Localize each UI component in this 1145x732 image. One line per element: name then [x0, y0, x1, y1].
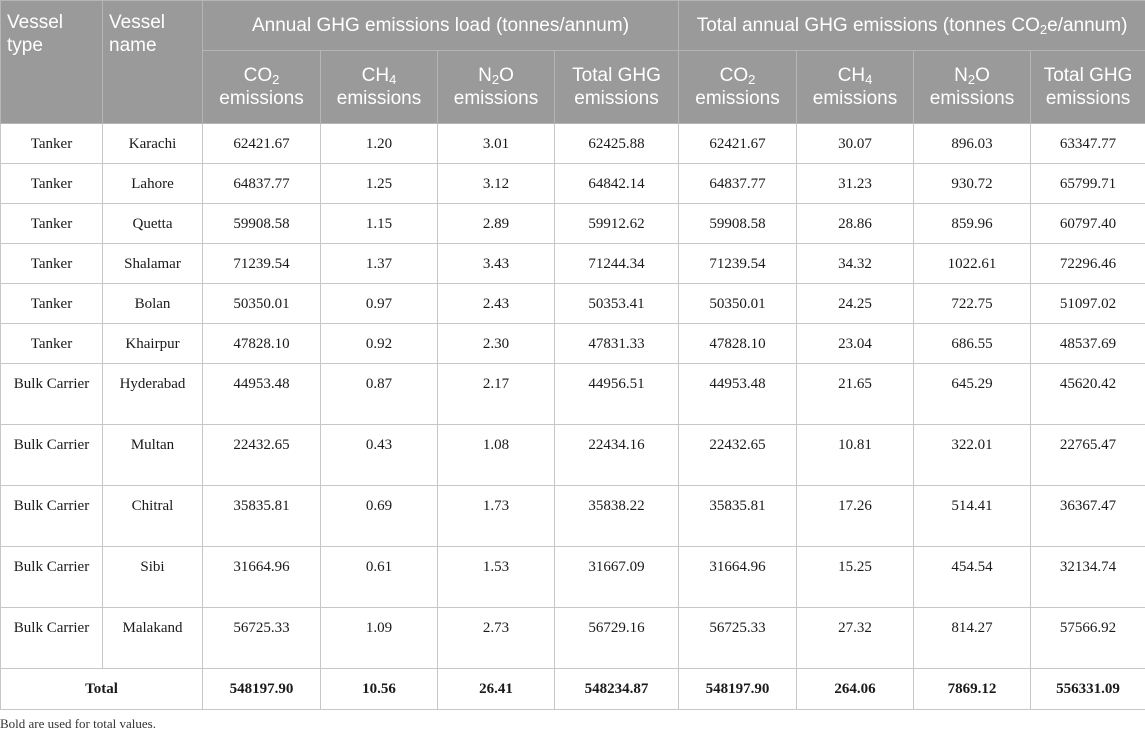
table-row — [1, 284, 1145, 324]
value-cell: 35838.22 — [555, 486, 679, 547]
value-cell: 322.01 — [914, 425, 1031, 486]
vessel-type-cell: Tanker — [1, 244, 103, 284]
value-cell: 50350.01 — [203, 284, 321, 324]
total-ch4-header: $CH_4$ emissions — [797, 51, 914, 124]
value-cell: 48537.69 — [1031, 324, 1145, 364]
value-cell: 59912.62 — [555, 204, 679, 244]
value-cell: 2.89 — [438, 204, 555, 244]
value-cell: 859.96 — [914, 204, 1031, 244]
value-cell: 896.03 — [914, 124, 1031, 164]
vessel-name-cell: Bolan — [103, 284, 203, 324]
value-cell: 44956.51 — [555, 364, 679, 425]
value-cell: 23.04 — [797, 324, 914, 364]
total-co2-header: $CO_2$ emissions — [679, 51, 797, 124]
value-cell: 3.43 — [438, 244, 555, 284]
table-footnote: Bold are used for total values. — [0, 716, 1145, 732]
value-cell: 722.75 — [914, 284, 1031, 324]
value-cell: 454.54 — [914, 547, 1031, 608]
value-cell: 50350.01 — [679, 284, 797, 324]
value-cell: 63347.77 — [1031, 124, 1145, 164]
value-cell: 514.41 — [914, 486, 1031, 547]
value-cell: 0.87 — [321, 364, 438, 425]
value-cell: 2.17 — [438, 364, 555, 425]
value-cell: 60797.40 — [1031, 204, 1145, 244]
value-cell: 72296.46 — [1031, 244, 1145, 284]
table-row — [1, 124, 1145, 164]
value-cell: 21.65 — [797, 364, 914, 425]
value-cell: 64837.77 — [679, 164, 797, 204]
load-co2-header: $CO_2$ emissions — [203, 51, 321, 124]
vessel-type-cell: Bulk Carrier — [1, 425, 103, 486]
vessel-type-cell: Tanker — [1, 124, 103, 164]
value-cell: 1.15 — [321, 204, 438, 244]
total-n2o-header: $N_2O$ emissions — [914, 51, 1031, 124]
vessel-name-cell: Karachi — [103, 124, 203, 164]
load-n2o-header: $N_2O$ emissions — [438, 51, 555, 124]
total-value-cell: 10.56 — [321, 669, 438, 710]
value-cell: 71239.54 — [203, 244, 321, 284]
value-cell: 64837.77 — [203, 164, 321, 204]
total-value-cell: 548197.90 — [679, 669, 797, 710]
value-cell: 31667.09 — [555, 547, 679, 608]
value-cell: 1.53 — [438, 547, 555, 608]
value-cell: 2.43 — [438, 284, 555, 324]
value-cell: 2.30 — [438, 324, 555, 364]
table-row — [1, 204, 1145, 244]
vessel-type-cell: Tanker — [1, 284, 103, 324]
value-cell: 1.73 — [438, 486, 555, 547]
vessel-type-cell: Tanker — [1, 324, 103, 364]
value-cell: 28.86 — [797, 204, 914, 244]
total-annual-header: Total annual GHG emissions (tonnes $CO_2e/annum$) — [679, 1, 1145, 51]
value-cell: 64842.14 — [555, 164, 679, 204]
value-cell: 22765.47 — [1031, 425, 1145, 486]
value-cell: 645.29 — [914, 364, 1031, 425]
value-cell: 0.43 — [321, 425, 438, 486]
value-cell: 27.32 — [797, 608, 914, 669]
vessel-name-cell: Quetta — [103, 204, 203, 244]
load-total-ghg-header: Total GHG emissions — [555, 51, 679, 124]
value-cell: 10.81 — [797, 425, 914, 486]
vessel-name-cell: Chitral — [103, 486, 203, 547]
value-cell: 15.25 — [797, 547, 914, 608]
value-cell: 24.25 — [797, 284, 914, 324]
value-cell: 0.61 — [321, 547, 438, 608]
table-row — [1, 425, 1145, 486]
value-cell: 44953.48 — [203, 364, 321, 425]
table-header — [1, 1, 1145, 124]
table-row — [1, 324, 1145, 364]
value-cell: 22432.65 — [203, 425, 321, 486]
value-cell: 3.12 — [438, 164, 555, 204]
value-cell: 31.23 — [797, 164, 914, 204]
vessel-type-cell: Bulk Carrier — [1, 486, 103, 547]
value-cell: 22434.16 — [555, 425, 679, 486]
value-cell: 36367.47 — [1031, 486, 1145, 547]
vessel-type-cell: Tanker — [1, 204, 103, 244]
value-cell: 1022.61 — [914, 244, 1031, 284]
value-cell: 1.25 — [321, 164, 438, 204]
vessel-type-header: Vessel type — [1, 1, 103, 124]
value-cell: 47828.10 — [203, 324, 321, 364]
value-cell: 56725.33 — [203, 608, 321, 669]
value-cell: 0.92 — [321, 324, 438, 364]
total-value-cell: 7869.12 — [914, 669, 1031, 710]
total-total-ghg-header: Total GHG emissions — [1031, 51, 1145, 124]
table-row — [1, 547, 1145, 608]
value-cell: 62425.88 — [555, 124, 679, 164]
value-cell: 17.26 — [797, 486, 914, 547]
total-value-cell: 548197.90 — [203, 669, 321, 710]
value-cell: 32134.74 — [1031, 547, 1145, 608]
value-cell: 31664.96 — [679, 547, 797, 608]
total-value-cell: 264.06 — [797, 669, 914, 710]
value-cell: 51097.02 — [1031, 284, 1145, 324]
value-cell: 34.32 — [797, 244, 914, 284]
total-value-cell: 556331.09 — [1031, 669, 1145, 710]
table-row — [1, 608, 1145, 669]
vessel-type-cell: Tanker — [1, 164, 103, 204]
value-cell: 50353.41 — [555, 284, 679, 324]
load-ch4-header: $CH_4$ emissions — [321, 51, 438, 124]
value-cell: 35835.81 — [679, 486, 797, 547]
value-cell: 59908.58 — [203, 204, 321, 244]
vessel-name-header: Vessel name — [103, 1, 203, 124]
vessel-name-cell: Sibi — [103, 547, 203, 608]
value-cell: 45620.42 — [1031, 364, 1145, 425]
value-cell: 44953.48 — [679, 364, 797, 425]
value-cell: 56729.16 — [555, 608, 679, 669]
value-cell: 31664.96 — [203, 547, 321, 608]
value-cell: 1.08 — [438, 425, 555, 486]
value-cell: 71239.54 — [679, 244, 797, 284]
vessel-name-cell: Khairpur — [103, 324, 203, 364]
value-cell: 1.20 — [321, 124, 438, 164]
total-label: Total — [1, 669, 203, 710]
value-cell: 0.97 — [321, 284, 438, 324]
value-cell: 62421.67 — [679, 124, 797, 164]
table-row — [1, 364, 1145, 425]
vessel-name-cell: Shalamar — [103, 244, 203, 284]
vessel-type-cell: Bulk Carrier — [1, 364, 103, 425]
vessel-type-cell: Bulk Carrier — [1, 547, 103, 608]
total-row — [1, 669, 1145, 710]
value-cell: 71244.34 — [555, 244, 679, 284]
value-cell: 65799.71 — [1031, 164, 1145, 204]
table-row — [1, 164, 1145, 204]
value-cell: 814.27 — [914, 608, 1031, 669]
value-cell: 35835.81 — [203, 486, 321, 547]
value-cell: 3.01 — [438, 124, 555, 164]
value-cell: 30.07 — [797, 124, 914, 164]
value-cell: 0.69 — [321, 486, 438, 547]
value-cell: 47828.10 — [679, 324, 797, 364]
vessel-type-cell: Bulk Carrier — [1, 608, 103, 669]
vessel-name-cell: Lahore — [103, 164, 203, 204]
value-cell: 47831.33 — [555, 324, 679, 364]
value-cell: 930.72 — [914, 164, 1031, 204]
table-body — [1, 124, 1145, 710]
value-cell: 1.37 — [321, 244, 438, 284]
value-cell: 56725.33 — [679, 608, 797, 669]
value-cell: 57566.92 — [1031, 608, 1145, 669]
vessel-name-cell: Malakand — [103, 608, 203, 669]
value-cell: 1.09 — [321, 608, 438, 669]
value-cell: 62421.67 — [203, 124, 321, 164]
table-row — [1, 486, 1145, 547]
value-cell: 2.73 — [438, 608, 555, 669]
total-value-cell: 548234.87 — [555, 669, 679, 710]
vessel-name-cell: Multan — [103, 425, 203, 486]
annual-load-header: Annual GHG emissions load (tonnes/annum) — [203, 1, 679, 51]
value-cell: 22432.65 — [679, 425, 797, 486]
value-cell: 59908.58 — [679, 204, 797, 244]
total-value-cell: 26.41 — [438, 669, 555, 710]
vessel-name-cell: Hyderabad — [103, 364, 203, 425]
table-row — [1, 244, 1145, 284]
value-cell: 686.55 — [914, 324, 1031, 364]
